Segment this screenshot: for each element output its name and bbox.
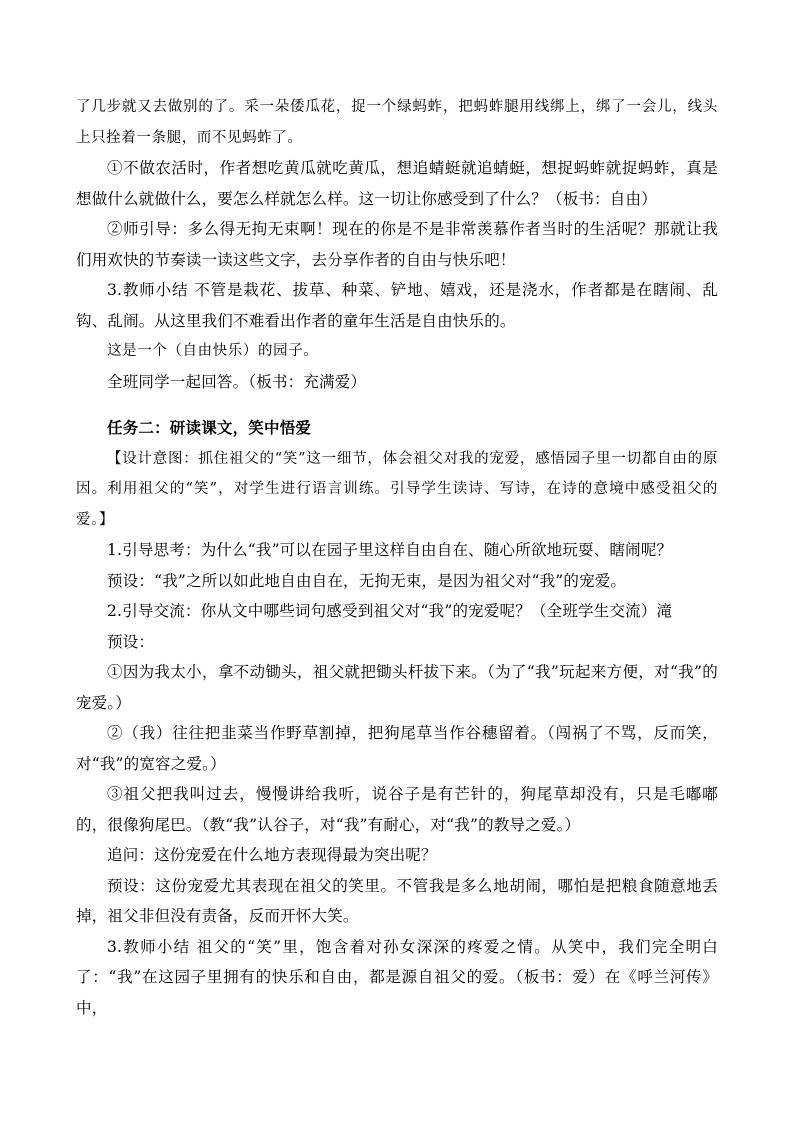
design-intent-paragraph: 【设计意图：抓住祖父的“笑”这一细节，体会祖父对我的宠爱，感悟园子里一切都自由的原因。利用祖父的“笑”，对学生进行语言训练。引导学生读诗、写诗，在诗的意境中感受祖父的爱。】 [76,450,718,528]
paragraph-follow-up-question: 追问：这份宠爱在什么地方表现得最为突出呢？ [107,846,437,864]
paragraph-guided-exchange: 2.引导交流：你从文中哪些词句感受到祖父对“我”的宠爱呢？（全班学生交流）滝 [107,602,673,620]
paragraph-teacher-summary-1: 3.教师小结 不管是栽花、拔草、种菜、铲地、嬉戏，还是浇水，作者都是在瞎闹、乱钩、乱闹。从这里我们不难看出作者的童年生活是自由快乐的。 [76,281,718,330]
paragraph-example-2: ②（我）往往把韭菜当作野草割掉，把狗尾草当作谷穗留着。（闯祸了不骂，反而笑，对“我”的宽容之爱。） [76,724,718,773]
paragraph-point-1: ①不做农活时，作者想吃黄瓜就吃黄瓜，想追蜻蜓就追蜻蜓，想捉蚂蚱就捉蚂蚱，真是想做什么就做什么，要怎么样就怎么样。这一切让你感受到了什么？（板书：自由） [76,159,718,208]
paragraph-garden-sentence: 这是一个（自由快乐）的园子。 [107,343,319,359]
paragraph-example-1: ①因为我太小，拿不动锄头，祖父就把锄头杆拔下来。（为了“我”玩起来方便，对“我”的宠爱。） [76,663,718,712]
paragraph-preset-label: 预设： [107,632,155,651]
paragraph-guided-thinking: 1.引导思考：为什么“我”可以在园子里这样自由自在、随心所欲地玩耍、瞎闹呢？ [107,541,673,559]
section-gap [76,397,718,413]
paragraph-preset-1: 预设：“我”之所以如此地自由自在，无拘无束，是因为祖父对“我”的宠爱。 [107,571,627,590]
paragraph-point-2: ②师引导：多么得无拘无束啊！现在的你是不是非常羡慕作者当时的生活呢？那就让我们用欢快的节奏读一读这些文字，去分享作者的自由与快乐吧！ [76,220,718,269]
document-body [76,92,718,1023]
task-2-heading: 任务二：研读课文，笑中悟爱 [107,419,312,437]
paragraph-preset-2: 预设：这份宠爱尤其表现在祖父的笑里。不管我是多么地胡闹，哪怕是把粮食随意地丢掉，祖父非但没有责备，反而开怀大笑。 [76,876,718,925]
paragraph-class-answer: 全班同学一起回答。（板书：充满爱） [107,372,367,391]
paragraph-continued-text: 了几步就又去做别的了。采一朵倭瓜花，捉一个绿蚂蚱，把蚂蚱腿用线绑上，绑了一会儿，线头上只拴着一条腿，而不见蚂蚱了。 [76,99,718,146]
paragraph-teacher-summary-2: 3.教师小结 祖父的“笑”里，饱含着对孙女深深的疼爱之情。从笑中，我们完全明白了：“我”在这园子里拥有的快乐和自由，都是源自祖父的爱。（板书：爱）在《呼兰河传》中， [76,937,718,1017]
paragraph-example-3: ③祖父把我叫过去，慢慢讲给我听，说谷子是有芒针的，狗尾草却没有，只是毛嘟嘟的，很像狗尾巴。（教“我”认谷子，对“我”有耐心，对“我”的教导之爱。） [76,785,718,834]
